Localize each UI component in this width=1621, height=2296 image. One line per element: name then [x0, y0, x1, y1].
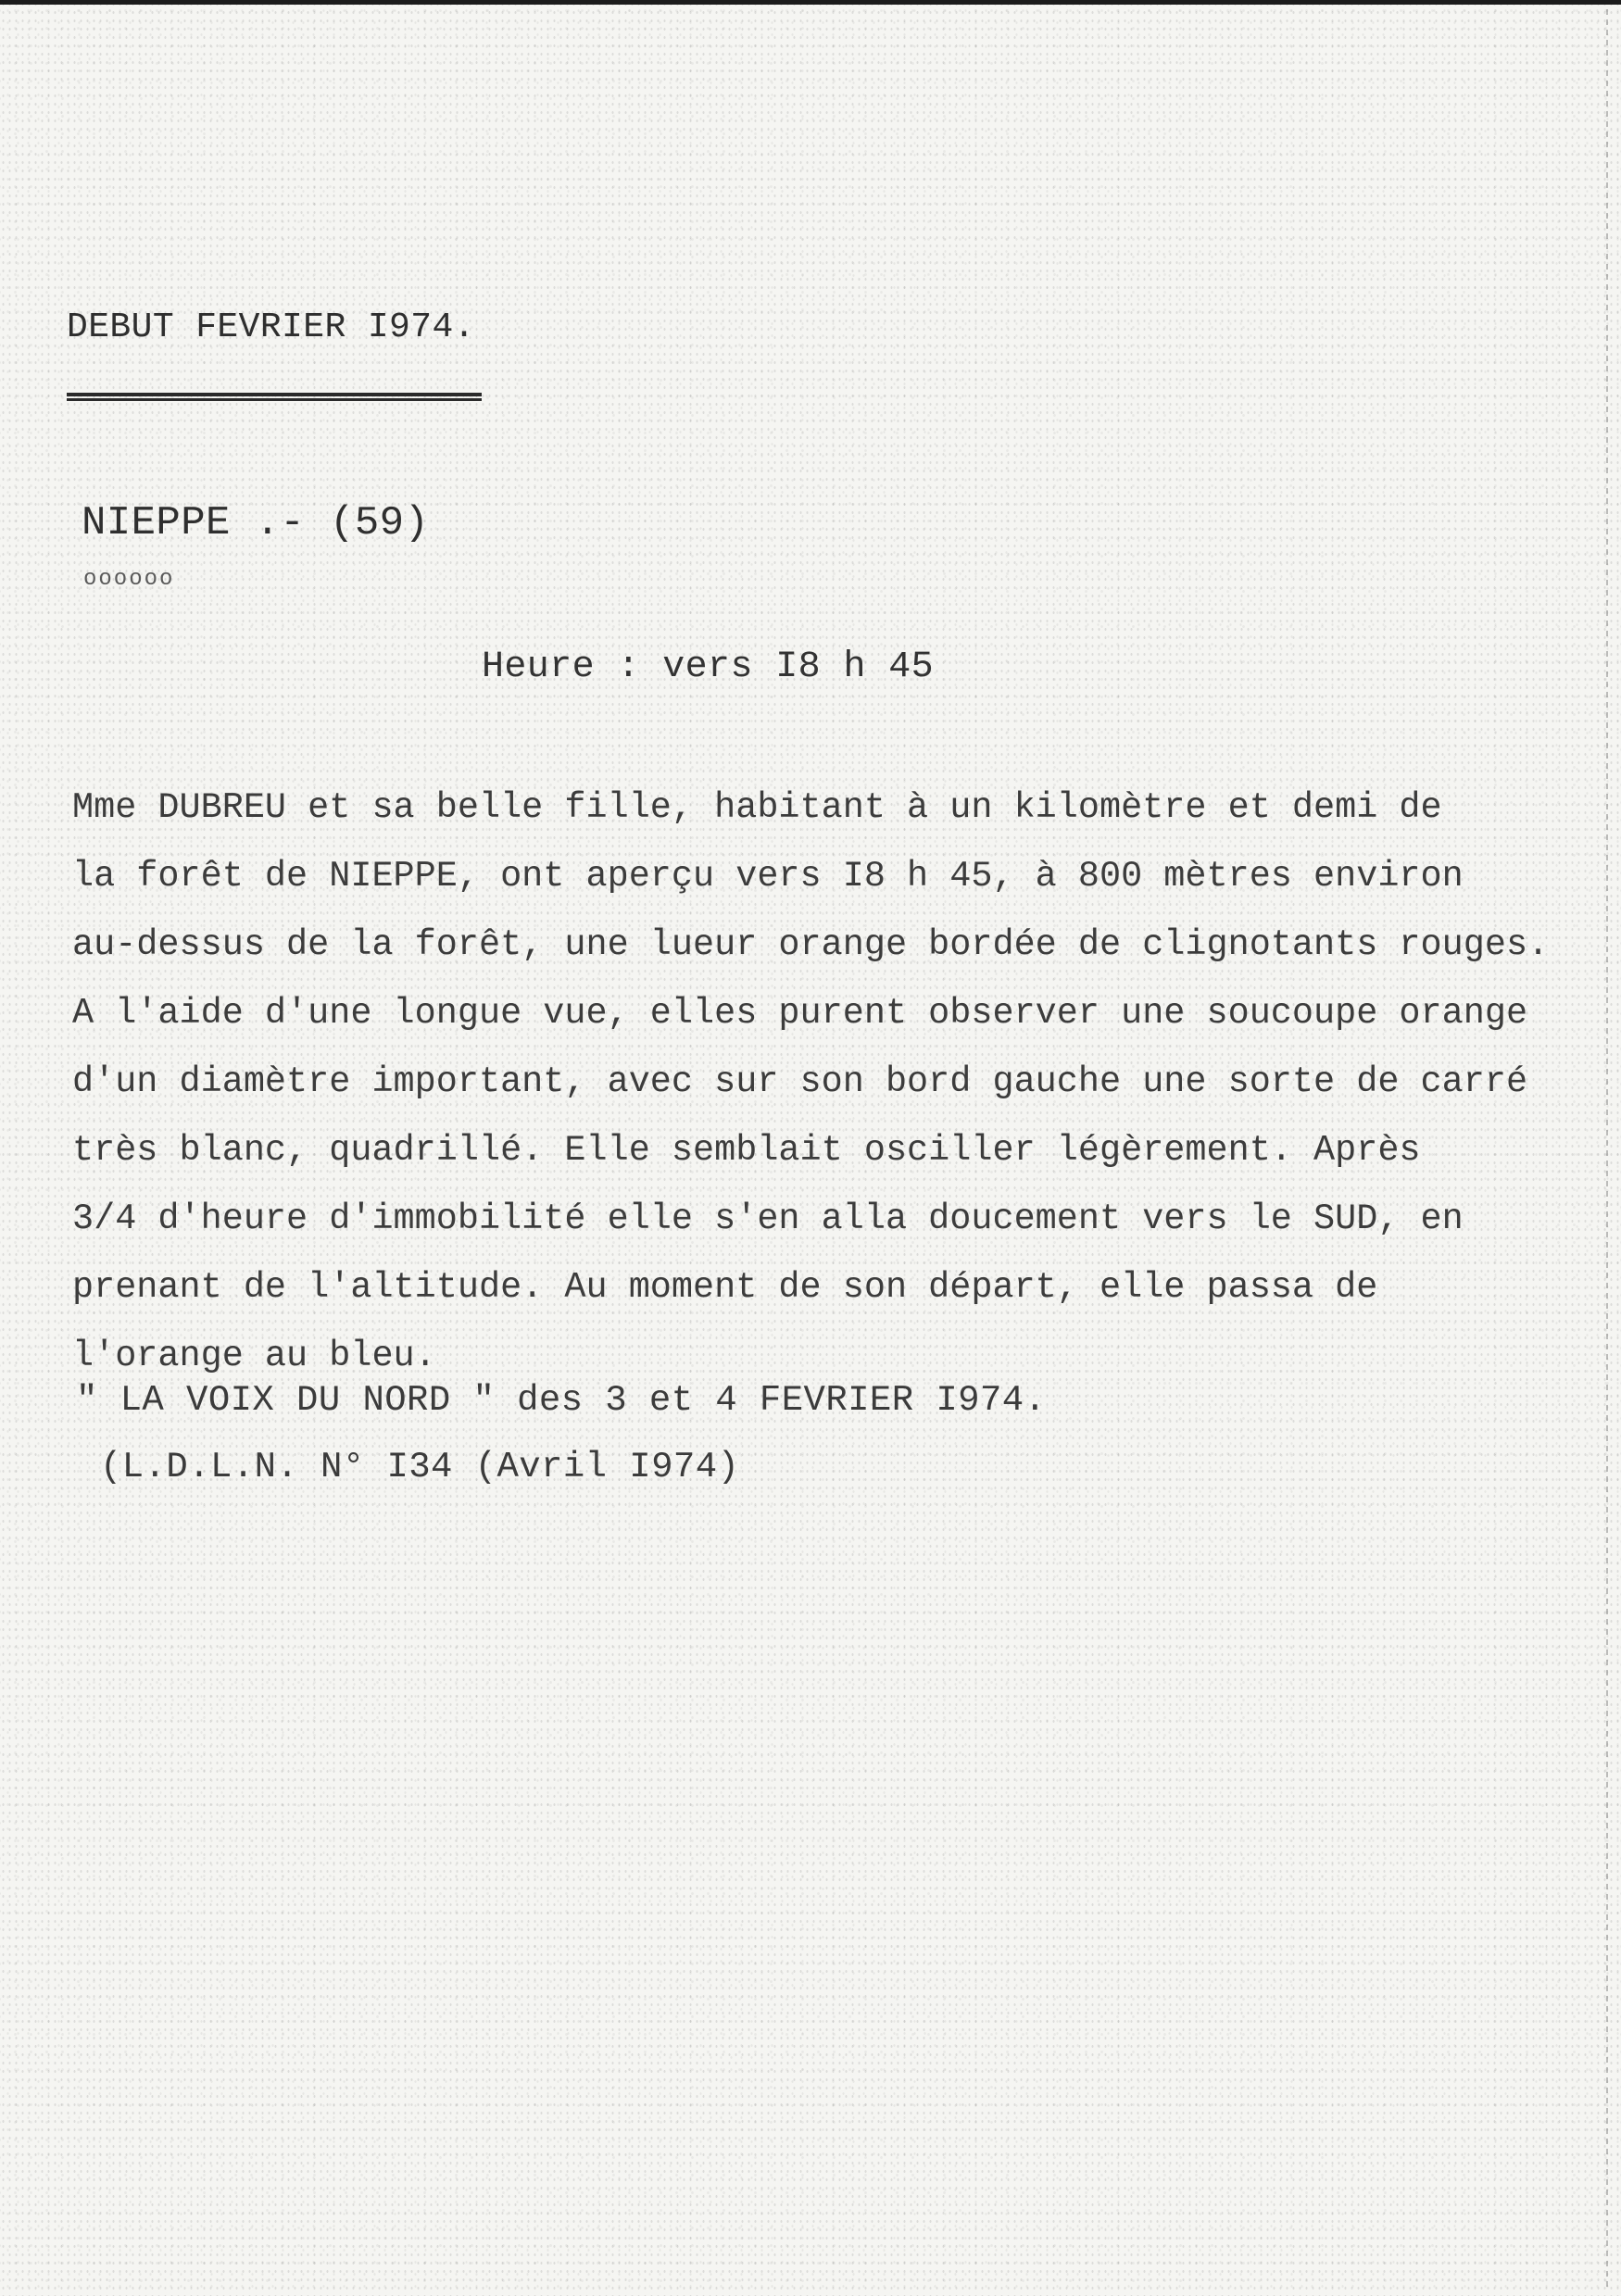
report-body — [72, 773, 1554, 1390]
source-ldln: (L.D.L.N. N° I34 (Avril I974) — [100, 1447, 740, 1487]
body-line: Mme DUBREU et sa belle fille, habitant à un kilomètre et demi de — [72, 787, 1442, 828]
location-underline: oooooo — [83, 567, 175, 592]
page-edge-shadow — [1606, 9, 1608, 2288]
body-line: la forêt de NIEPPE, ont aperçu vers I8 h 45, à 800 mètres environ — [72, 856, 1464, 897]
source-newspaper: " LA VOIX DU NORD " des 3 et 4 FEVRIER I974. — [76, 1380, 1047, 1421]
body-line: très blanc, quadrillé. Elle semblait osciller légèrement. Après — [72, 1130, 1421, 1171]
date-heading-underline — [67, 393, 482, 401]
body-line: A l'aide d'une longue vue, elles purent observer une soucoupe orange — [72, 993, 1528, 1034]
body-line: au-dessus de la forêt, une lueur orange bordée de clignotants rouges. — [72, 924, 1550, 965]
time-line: Heure : vers I8 h 45 — [482, 646, 935, 688]
top-border-line — [0, 0, 1621, 5]
body-line: prenant de l'altitude. Au moment de son départ, elle passa de — [72, 1267, 1378, 1308]
location-heading: NIEPPE .- (59) — [82, 500, 430, 546]
body-line: 3/4 d'heure d'immobilité elle s'en alla doucement vers le SUD, en — [72, 1198, 1464, 1239]
date-heading: DEBUT FEVRIER I974. — [67, 307, 475, 347]
body-line: l'orange au bleu. — [72, 1336, 436, 1376]
body-line: d'un diamètre important, avec sur son bord gauche une sorte de carré — [72, 1061, 1528, 1102]
